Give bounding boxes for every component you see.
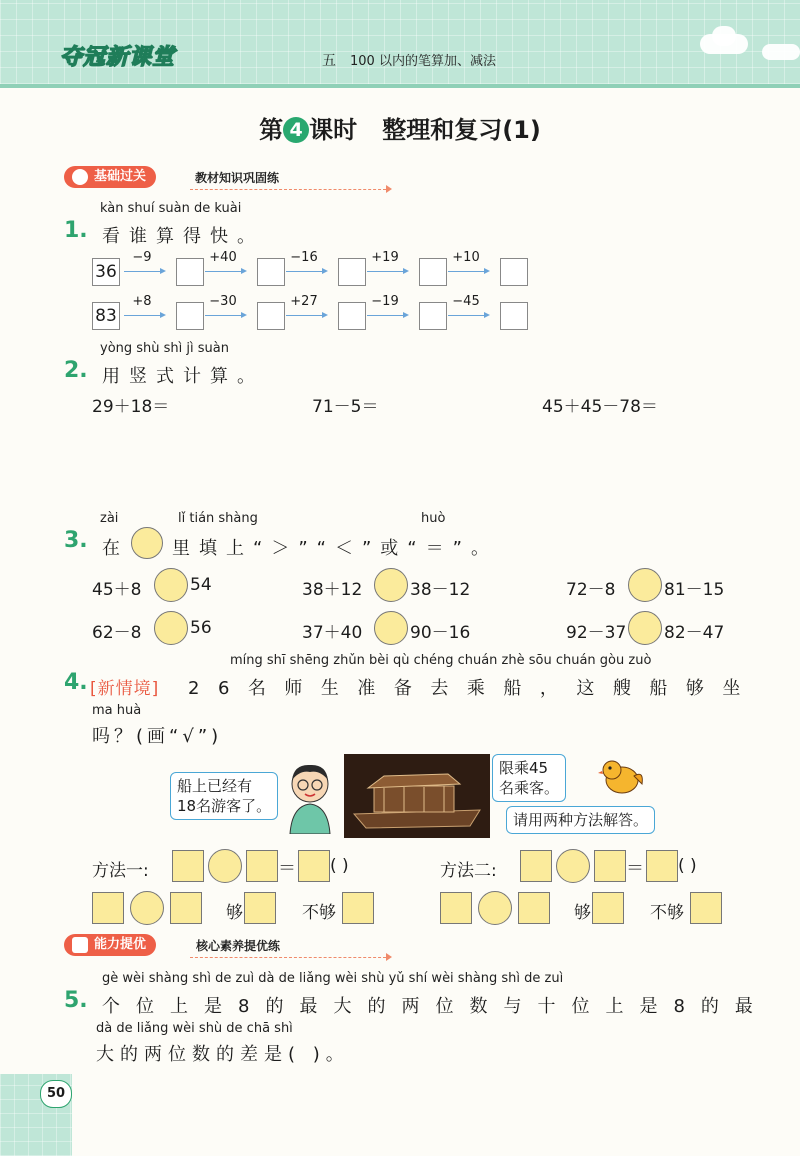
- compare-circle[interactable]: [130, 891, 164, 925]
- number-box[interactable]: [92, 892, 124, 924]
- operation-label: −30: [209, 294, 237, 309]
- number-box[interactable]: [172, 850, 204, 882]
- question-text: 大的两位数的差是( )。: [96, 1044, 350, 1065]
- question-text: 在: [102, 538, 129, 559]
- section-label: 基础过关: [94, 169, 147, 184]
- operation-label: +19: [371, 250, 399, 265]
- arrow-icon: [448, 315, 484, 316]
- arrow-icon: [286, 315, 322, 316]
- arrow-icon: [286, 271, 322, 272]
- section-subtitle: 教材知识巩固练: [195, 171, 280, 185]
- operator-circle[interactable]: [556, 849, 590, 883]
- result-box[interactable]: [646, 850, 678, 882]
- number-box[interactable]: [594, 850, 626, 882]
- question-text: 吗？(画“√”): [92, 726, 223, 747]
- compare-right: 90－16: [410, 623, 471, 643]
- operator-circle[interactable]: [208, 849, 242, 883]
- vertical-calc-expression: 45＋45－78＝: [542, 397, 658, 417]
- arrow-icon: [386, 185, 392, 193]
- bubble-line: 船上已经有: [177, 777, 253, 795]
- not-enough-label: 不够: [650, 903, 684, 923]
- scenario-tag: [新情境]: [90, 679, 160, 699]
- boat-photo: [344, 754, 490, 838]
- page-number: 50: [40, 1080, 72, 1108]
- unit-number: 五: [322, 53, 336, 69]
- compare-circle[interactable]: [154, 568, 188, 602]
- chick-illustration: [598, 754, 646, 798]
- compare-left: 92－37: [566, 623, 627, 643]
- compare-right: 82－47: [664, 623, 725, 643]
- number-box[interactable]: [440, 892, 472, 924]
- section-subtitle: 核心素养提优练: [196, 939, 281, 953]
- lesson-topic: 整理和复习(1): [382, 116, 541, 144]
- arrow-icon: [124, 315, 160, 316]
- question-text: 用竖式计算。: [102, 366, 264, 387]
- compare-right: 38－12: [410, 580, 471, 600]
- brand-logo: 夺冠新课堂: [60, 45, 176, 70]
- arrow-head-icon: [322, 268, 328, 274]
- arrow-head-icon: [241, 268, 247, 274]
- pinyin: kàn shuí suàn de kuài: [100, 201, 242, 216]
- number-box[interactable]: [246, 850, 278, 882]
- arrow-icon: [448, 271, 484, 272]
- pinyin: ma huà: [92, 703, 142, 718]
- cloud-decoration: [712, 26, 736, 46]
- compare-circle[interactable]: [478, 891, 512, 925]
- answer-box[interactable]: [338, 258, 366, 286]
- kid-speech-bubble: [170, 772, 278, 820]
- arrow-head-icon: [160, 268, 166, 274]
- operation-label: +27: [290, 294, 318, 309]
- arrow-icon: [367, 315, 403, 316]
- section-label: 能力提优: [94, 937, 147, 952]
- compare-circle[interactable]: [154, 611, 188, 645]
- compare-left: 62－8: [92, 623, 142, 643]
- question-text: 看谁算得快。: [102, 226, 264, 247]
- bubble-line: 18名游客了。: [177, 797, 272, 815]
- lesson-title: [0, 110, 800, 145]
- enough-label: 够: [226, 903, 243, 923]
- operation-label: +8: [132, 294, 152, 309]
- arrow-head-icon: [241, 312, 247, 318]
- compare-circle[interactable]: [374, 611, 408, 645]
- question-number: 1.: [64, 218, 88, 243]
- pinyin: gè wèi shàng shì de zuì dà de liǎng wèi shù yǔ shí wèi shàng shì de zuì: [102, 971, 564, 986]
- arrow-head-icon: [403, 312, 409, 318]
- limit-speech-bubble: [492, 754, 566, 802]
- question-number: 3.: [64, 528, 88, 553]
- arrow-icon: [124, 271, 160, 272]
- answer-box[interactable]: [419, 302, 447, 330]
- vertical-calc-expression: 71－5＝: [312, 397, 379, 417]
- compare-left: 45＋8: [92, 580, 142, 600]
- section-tag-ability: [64, 934, 156, 956]
- question-text: 个位上是8的最大的两位数与十位上是8的最: [102, 996, 769, 1017]
- question-number: 5.: [64, 988, 88, 1013]
- compare-left: 72－8: [566, 580, 616, 600]
- arrow-icon: [386, 953, 392, 961]
- compare-right: 54: [190, 575, 212, 595]
- method-label: 方法二:: [440, 861, 497, 881]
- compare-circle: [131, 527, 163, 559]
- method-label: 方法一:: [92, 861, 149, 881]
- compare-right: 81－15: [664, 580, 725, 600]
- answer-box[interactable]: [338, 302, 366, 330]
- check-box-not-enough[interactable]: [342, 892, 374, 924]
- answer-box[interactable]: [419, 258, 447, 286]
- arrow-head-icon: [403, 268, 409, 274]
- check-box-not-enough[interactable]: [690, 892, 722, 924]
- start-number-box: 83: [92, 302, 120, 330]
- answer-box[interactable]: [176, 302, 204, 330]
- arrow-icon: [367, 271, 403, 272]
- number-box[interactable]: [518, 892, 550, 924]
- arrow-icon: [205, 315, 241, 316]
- answer-box[interactable]: [176, 258, 204, 286]
- question-text: 里填上“＞”“＜”或“＝”。: [172, 538, 498, 559]
- arrow-head-icon: [484, 312, 490, 318]
- question-text: 26名师生准备去乘船，这艘船够坐: [188, 678, 759, 699]
- pinyin: dà de liǎng wèi shù de chā shì: [96, 1021, 293, 1036]
- compare-circle[interactable]: [628, 611, 662, 645]
- compare-left: 37＋40: [302, 623, 363, 643]
- boy-illustration: [280, 760, 340, 834]
- operation-label: −45: [452, 294, 480, 309]
- cloud-decoration: [762, 44, 800, 60]
- operation-label: +40: [209, 250, 237, 265]
- lesson-suffix: 课时: [309, 116, 358, 144]
- compare-right: 56: [190, 618, 212, 638]
- equals-sign: ＝: [278, 858, 296, 879]
- number-box[interactable]: [520, 850, 552, 882]
- lesson-prefix: 第: [259, 116, 284, 144]
- number-box[interactable]: [170, 892, 202, 924]
- section-tag-basic: [64, 166, 156, 188]
- arrow-icon: [205, 271, 241, 272]
- unit-title: 100 以内的笔算加、减法: [350, 54, 496, 69]
- pinyin: yòng shù shì jì suàn: [100, 341, 229, 356]
- compare-left: 38＋12: [302, 580, 363, 600]
- dashed-divider: [190, 957, 386, 958]
- equals-sign: ＝: [626, 858, 644, 879]
- answer-box[interactable]: [500, 302, 528, 330]
- pinyin: lǐ tián shàng: [178, 511, 258, 526]
- book-icon: [72, 937, 88, 953]
- operation-label: −16: [290, 250, 318, 265]
- pinyin: zài: [100, 511, 119, 526]
- arrow-head-icon: [484, 268, 490, 274]
- operation-label: +10: [452, 250, 480, 265]
- compare-circle[interactable]: [628, 568, 662, 602]
- compare-circle[interactable]: [374, 568, 408, 602]
- vertical-calc-expression: 29＋18＝: [92, 397, 170, 417]
- answer-box[interactable]: [257, 258, 285, 286]
- dashed-divider: [190, 189, 386, 190]
- operation-label: −9: [132, 250, 152, 265]
- arrow-head-icon: [322, 312, 328, 318]
- lesson-number-badge: 4: [283, 117, 309, 143]
- result-box[interactable]: [298, 850, 330, 882]
- arrow-head-icon: [160, 312, 166, 318]
- pinyin: míng shī shēng zhǔn bèi qù chéng chuán zhè sōu chuán gòu zuò: [230, 653, 652, 668]
- bubble-line: 限乘45: [499, 759, 549, 777]
- unit-paren: ( ): [678, 856, 697, 876]
- bubble-line: 名乘客。: [499, 779, 560, 797]
- pinyin: huò: [421, 511, 446, 526]
- operation-label: −19: [371, 294, 399, 309]
- not-enough-label: 不够: [302, 903, 336, 923]
- check-box-enough[interactable]: [244, 892, 276, 924]
- unit-paren: ( ): [330, 856, 349, 876]
- question-number: 2.: [64, 358, 88, 383]
- enough-label: 够: [574, 903, 591, 923]
- hint-speech-bubble: 请用两种方法解答。: [506, 806, 655, 834]
- start-number-box: 36: [92, 258, 120, 286]
- answer-box[interactable]: [500, 258, 528, 286]
- check-box-enough[interactable]: [592, 892, 624, 924]
- question-number: 4.: [64, 670, 88, 695]
- mountain-icon: [72, 169, 88, 185]
- answer-box[interactable]: [257, 302, 285, 330]
